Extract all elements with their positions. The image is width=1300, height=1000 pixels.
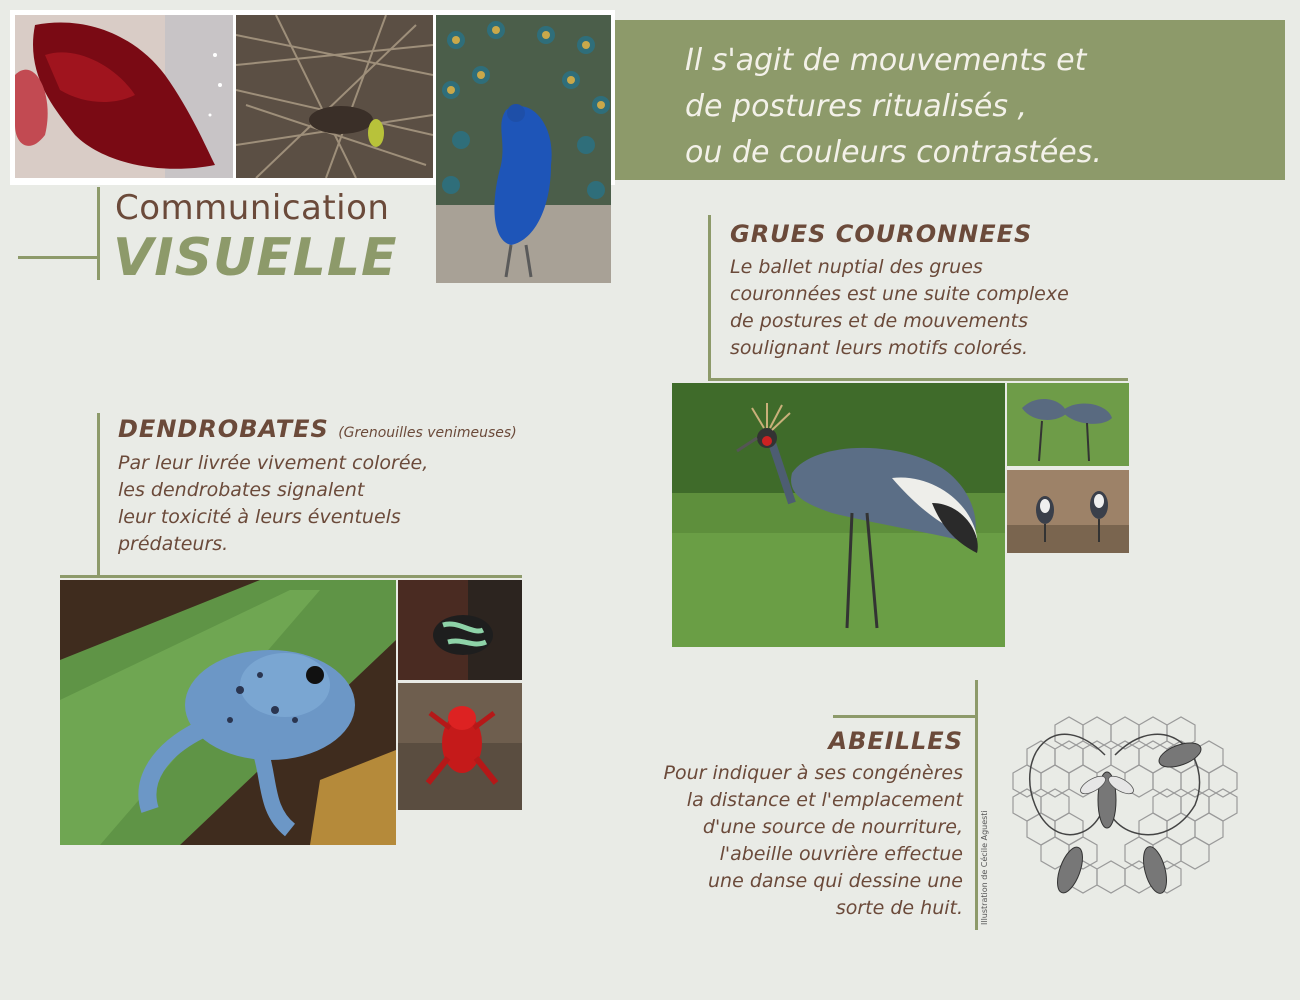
section-title-line1: Communication [115,188,390,228]
banner-line-1: Il s'agit de mouvements et [685,43,1087,78]
dendrobates-vertical-rule [97,413,100,576]
illustration-bee-waggle-dance [995,685,1245,945]
dendrobates-heading: DENDROBATES [118,415,329,443]
photo-crowned-crane [672,383,1005,647]
dendrobates-line-4: prédateurs. [118,533,229,555]
intro-banner [615,20,1285,180]
grues-vertical-rule [708,215,711,380]
photo-peacock [436,15,611,283]
illustration-credit: Illustration de Cécile Aguesti [980,810,989,925]
abeilles-line-3: d'une source de nourriture, [702,816,963,838]
banner-line-2: de postures ritualisés , [685,89,1028,124]
grues-line-3: de postures et de mouvements [730,310,1028,332]
abeilles-line-1: Pour indiquer à ses congénères [663,762,963,784]
abeilles-horizontal-rule [833,715,977,718]
photo-green-black-frog [398,580,522,680]
title-horizontal-rule [18,256,100,259]
title-vertical-rule [97,187,100,280]
grues-line-1: Le ballet nuptial des grues [730,256,983,278]
abeilles-line-5: une danse qui dessine une [708,870,963,892]
dendrobates-subheading: (Grenouilles venimeuses) [338,425,517,441]
abeilles-line-4: l'abeille ouvrière effectue [719,843,963,865]
photo-betta-fish [15,15,233,178]
section-title-line2: VISUELLE [113,228,398,288]
photo-cranes-pair-grass [1007,383,1129,466]
grues-line-2: couronnées est une suite complexe [730,283,1069,305]
photo-cranes-pair-field [1007,470,1129,553]
dendrobates-heading-row [118,415,517,443]
photo-insect-on-pine-needles [236,15,433,178]
dendrobates-line-2: les dendrobates signalent [118,479,365,501]
grues-text [730,254,1069,362]
abeilles-text [560,760,963,922]
abeilles-heading: ABEILLES [828,727,963,755]
banner-line-3: ou de couleurs contrastées. [685,135,1102,170]
photo-blue-poison-frog [60,580,396,845]
abeilles-line-2: la distance et l'emplacement [686,789,963,811]
dendrobates-line-1: Par leur livrée vivement colorée, [118,452,429,474]
grues-horizontal-rule [708,378,1128,381]
dendrobates-text [118,450,428,558]
dendrobates-horizontal-rule [60,575,522,578]
abeilles-line-6: sorte de huit. [835,897,963,919]
dendrobates-line-3: leur toxicité à leurs éventuels [118,506,401,528]
grues-line-4: soulignant leurs motifs colorés. [730,337,1029,359]
photo-red-strawberry-frog [398,683,522,810]
grues-heading: GRUES COURONNEES [730,220,1033,248]
